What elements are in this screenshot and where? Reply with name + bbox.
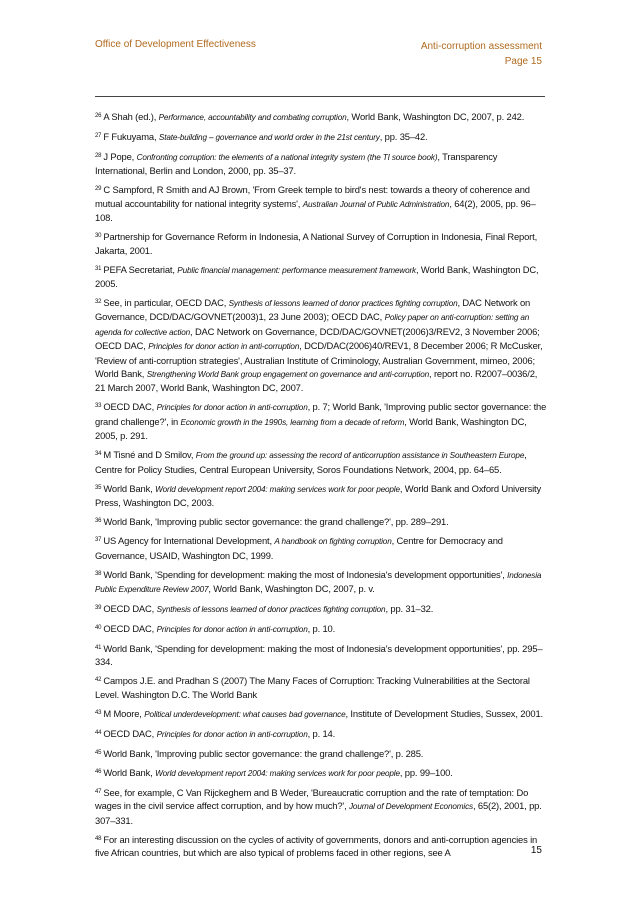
footnote-cited-title: A handbook on fighting corruption [274,537,392,547]
header-document-title: Anti-corruption assessment [420,41,542,52]
footnote-text: World Bank, [103,482,156,494]
footnote-text: F Fukuyama, [103,131,159,142]
footnote-number: 33 [95,403,102,410]
footnote [95,568,547,597]
footnote-cited-title: Principles for donor action in anti-corruption [156,403,308,413]
footnote-text: C Sampford, R Smith and AJ Brown, 'From Greek temple to bird's nest: towards a theory of coherence and mutual accountability for national integrity systems', [95,184,530,209]
footnote-text: , DAC Network on Governance, DCD/DAC/GOVNET(2003)1, 23 June 2003); OECD DAC, [95,297,531,323]
footnote-cited-title: Confronting corruption: the elements of a national integrity system (the TI source book) [136,153,438,162]
footnote-number: 26 [95,113,102,119]
footnote [95,183,547,224]
footnote-cited-title: Economic growth in the 1990s, learning from a decade of reform [180,417,405,427]
footnote-text: For an interesting discussion on the cycles of activity of governments, donors and anti-corruption agencies in five African countries, but which are also typical of problems faced in other regions, see A [95,833,538,858]
footnote-number: 40 [95,624,102,631]
footnote-number: 32 [95,299,102,306]
footnote [95,150,547,178]
footnote-text: See, for example, C Van Rijckeghem and B Weder, 'Bureaucratic corruption and the rate of temptation: Do wages in the civil service affect corruption, and by how much?', [95,786,529,812]
footnote [95,448,547,476]
footnote [95,786,547,827]
footnote-cited-title: State-building – governance and world order in the 21st century [158,133,380,142]
footnote [95,833,547,860]
footnote-text: , DAC Network on Governance, DCD/DAC/GOVNET(2006)3/REV2, 3 November 2006; OECD DAC, [95,325,540,352]
footnote [95,515,547,528]
footnote-text: , World Bank, Washington DC, 2005, p. 291. [95,415,527,442]
footnote-text: , pp. 99–100. [399,766,453,778]
footnote-number: 48 [95,835,102,842]
footnote-text: Campos J.E. and Pradhan S (2007) The Many Faces of Corruption: Tracking Vulnerabilities at the Sectoral Level. Washington D.C. The World Bank [95,675,530,700]
footnote-number: 31 [95,265,102,272]
running-header-left: Office of Development Effectiveness [95,39,256,50]
footnote [95,766,547,780]
footnote-text: , Transparency International, Berlin and London, 2000, pp. 35–37. [95,151,498,177]
footnote [95,230,547,257]
footnote-number: 46 [95,768,102,775]
footnote-separator-rule [95,96,545,97]
footnote-text: World Bank, 'Improving public sector governance: the grand challenge?', p. 285. [103,747,424,759]
footnote-number: 42 [95,677,102,684]
footnote-text: World Bank, 'Spending for development: making the most of Indonesia's development opportunities', pp. 295–334. [95,642,543,668]
footnote-text: , 64(2), 2005, pp. 96–108. [95,197,536,224]
footnote-text: , World Bank and Oxford University Press, Washington DC, 2003. [95,482,542,509]
footnote-cited-title: World development report 2004: making services work for poor people [155,768,400,778]
footnote-number: 39 [95,604,102,611]
footnote-cited-title: Journal of Development Economics [348,802,473,812]
footnote-text: , report no. R2007–0036/2, 21 March 2007, World Bank, Washington DC, 2007. [95,368,538,394]
footnote-cited-title: Performance, accountability and combating corruption [158,113,347,122]
footnote-text: , 65(2), 2001, pp. 307–331. [95,800,542,826]
footnote-text: , pp. 31–32. [385,602,434,614]
footnote-cited-title: Principles for donor action in anti-corruption [156,624,308,634]
footnote-cited-title: Australian Journal of Public Administration [302,199,450,209]
footnote-text: , DCD/DAC(2006)40/REV1, 8 December 2006; R McCusker, 'Review of anti-corruption strategies', Australian Institute of Criminology, Australian Government, mimeo, 2006; World Bank, [95,340,543,380]
footnote-text: , World Bank, Washington DC, 2007, p. v. [208,582,375,594]
footnote [95,602,547,616]
footnote-text: OECD DAC, [103,727,157,739]
footnote [95,130,547,144]
footnote [95,642,547,669]
footnote-text: , p. 10. [307,622,336,634]
footnote-text: World Bank, 'Improving public sector governance: the grand challenge?', pp. 289–291. [103,516,449,528]
footnote-number: 43 [95,709,102,716]
footnote-cited-title: Synthesis of lessons learned of donor practices fighting corruption [156,604,386,614]
footnote-text: , Centre for Policy Studies, Central European University, Soros Foundations Network, 2004, pp. 64–65. [95,449,527,475]
footnote-text: , p. 7; World Bank, 'Improving public sector governance: the grand challenge?', in [95,401,547,427]
footnote [95,727,547,741]
footnote-text: US Agency for International Development, [103,535,275,547]
footnote-number: 27 [95,133,102,139]
footnote-text: World Bank, 'Spending for development: making the most of Indonesia's development opportunities', [103,568,508,580]
footnote-number: 44 [95,729,102,736]
footnote [95,110,547,124]
footnote-text: A Shah (ed.), [103,111,159,122]
footnote-cited-title: Strengthening World Bank group engagement on governance and anti-corruption [146,370,430,380]
footnote [95,622,547,636]
footnote-text: M Tisné and D Smilov, [103,449,196,461]
header-page-label: Page 15 [504,56,542,67]
footnote-cited-title: Synthesis of lessons learned of donor practices fighting corruption [228,299,458,309]
footnote [95,707,547,721]
footnote-cited-title: Policy paper on anti-corruption: setting an agenda for collective action [95,313,530,337]
footnote [95,534,547,562]
footnote-text: See, in particular, OECD DAC, [103,297,229,309]
footnote-cited-title: Principles for donor action in anti-corruption [148,342,300,352]
footnote-cited-title: Public financial management: performance measurement framework [177,265,416,275]
footnote-text: , p. 14. [307,727,336,739]
footnote-number: 30 [95,233,102,240]
footnote [95,674,547,701]
footnote-text: , World Bank, Washington DC, 2005. [95,263,539,290]
footnote-number: 47 [95,788,102,795]
footnote-text: , Centre for Democracy and Governance, USAID, Washington DC, 1999. [95,535,503,561]
footnotes-section [95,110,547,865]
footnote-text: M Moore, [103,707,145,719]
footnote-text: PEFA Secretariat, [103,263,178,275]
footnote-text: , Institute of Development Studies, Sussex, 2001. [345,707,543,719]
footnote-text: J Pope, [103,151,137,162]
footnote-number: 38 [95,570,102,577]
footnote-text: OECD DAC, [103,602,157,614]
footnote [95,482,547,510]
footnote-text: , pp. 35–42. [379,131,428,142]
footnote-number: 37 [95,537,102,544]
footnote-number: 28 [95,153,102,159]
footnote-number: 35 [95,484,102,491]
footnote-cited-title: Indonesia Public Expenditure Review 2007 [95,570,542,594]
footnote-text: OECD DAC, [103,401,157,413]
footnote [95,296,547,395]
footnote-number: 36 [95,518,102,525]
footnote [95,747,547,760]
footnote-cited-title: Political underdevelopment: what causes bad governance [144,709,346,719]
footnote-text: Partnership for Governance Reform in Indonesia, A National Survey of Corruption in Indonesia, Final Report, Jakarta, 2001. [95,231,538,256]
footnote-cited-title: World development report 2004: making services work for poor people [155,484,400,494]
footnote-cited-title: Principles for donor action in anti-corruption [156,729,308,739]
footnote-text: OECD DAC, [103,622,157,634]
footnote-text: , World Bank, Washington DC, 2007, p. 242. [346,111,525,122]
footnote-text: World Bank, [103,766,156,778]
footnote [95,263,547,291]
footnote-number: 34 [95,451,102,458]
footnote [95,400,547,442]
footnote-number: 45 [95,749,102,756]
page-number: 15 [530,845,542,856]
running-header-right [421,39,542,69]
footnote-number: 29 [95,186,102,193]
footnote-number: 41 [95,644,102,651]
footnote-cited-title: From the ground up: assessing the record of anticorruption assistance in Southeastern Europe [195,451,525,461]
